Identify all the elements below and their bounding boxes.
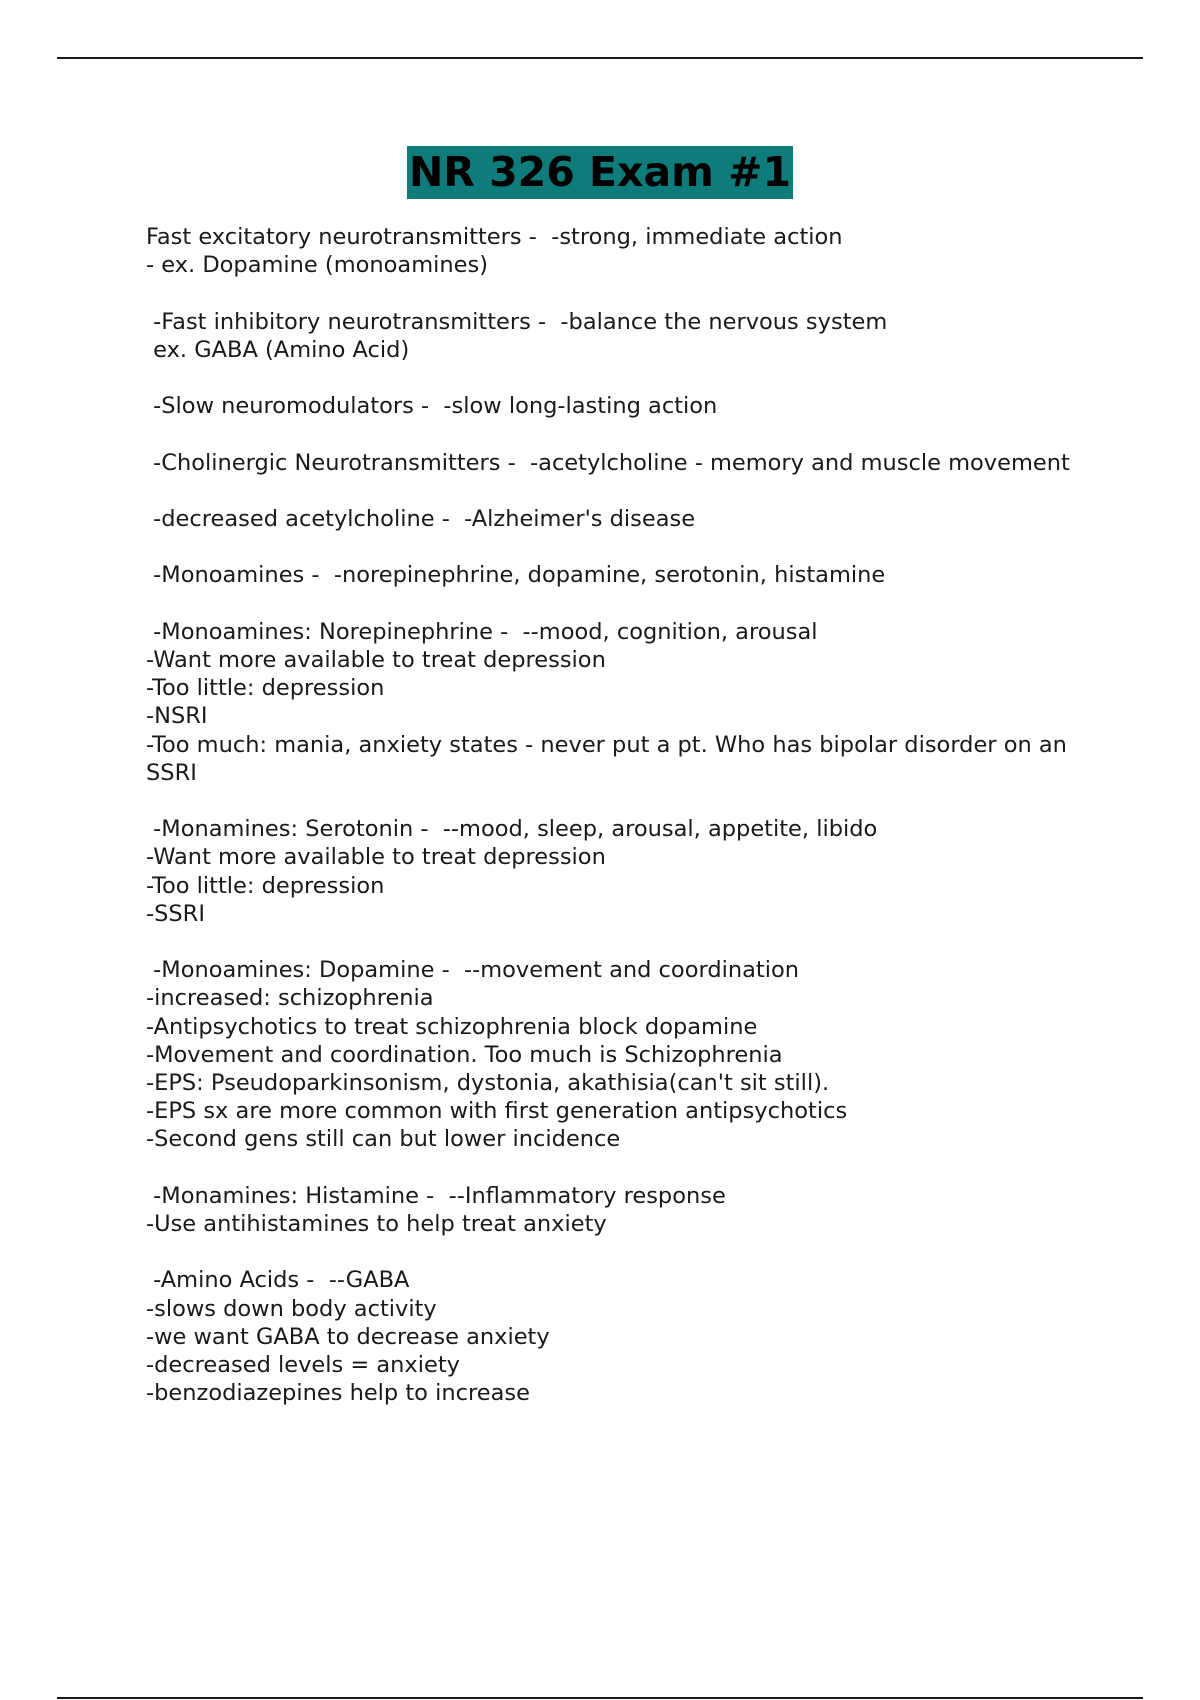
note-line: -Amino Acids - --GABA <box>146 1267 410 1294</box>
note-line: -Too little: depression <box>146 872 385 899</box>
note-entry <box>146 308 1106 364</box>
note-line: Fast excitatory neurotransmitters - -strong, immediate action <box>146 224 843 250</box>
note-entry <box>146 223 1106 279</box>
note-line: -slows down body activity <box>146 1295 437 1322</box>
title-block <box>0 146 1200 199</box>
note-entry <box>146 815 1106 928</box>
note-line: -Monoamines - -norepinephrine, dopamine, serotonin, histamine <box>146 562 886 589</box>
note-entry <box>146 449 1106 477</box>
note-line: -Want more available to treat depression <box>146 844 606 871</box>
note-line: -decreased acetylcholine - -Alzheimer's disease <box>146 505 696 532</box>
note-entry <box>146 1182 1106 1238</box>
note-line: -NSRI <box>146 703 208 730</box>
note-line: -EPS: Pseudoparkinsonism, dystonia, akathisia(can't sit still). <box>146 1069 830 1096</box>
notes-body <box>146 223 1106 1436</box>
note-line: -Slow neuromodulators - -slow long-lasting action <box>146 393 718 420</box>
note-line: ex. GABA (Amino Acid) <box>146 336 410 363</box>
document-title: NR 326 Exam #1 <box>407 146 793 199</box>
note-entry <box>146 392 1106 420</box>
note-line: -Second gens still can but lower incidence <box>146 1126 621 1153</box>
note-line: -Monamines: Serotonin - --mood, sleep, arousal, appetite, libido <box>146 816 878 843</box>
note-line: -Fast inhibitory neurotransmitters - -balance the nervous system <box>146 308 888 335</box>
note-line: -EPS sx are more common with first generation antipsychotics <box>146 1098 848 1125</box>
note-line: -Monamines: Histamine - --Inflammatory response <box>146 1182 726 1209</box>
note-line: -Antipsychotics to treat schizophrenia block dopamine <box>146 1013 758 1040</box>
top-rule <box>57 57 1143 59</box>
note-line: -we want GABA to decrease anxiety <box>146 1323 550 1350</box>
note-entry <box>146 505 1106 533</box>
note-line: -Too much: mania, anxiety states - never put a pt. Who has bipolar disorder on an SSRI <box>146 731 1075 786</box>
note-line: -Cholinergic Neurotransmitters - -acetylcholine - memory and muscle movement <box>146 449 1070 476</box>
note-line: -Too little: depression <box>146 675 385 702</box>
note-line: - ex. Dopamine (monoamines) <box>146 252 488 279</box>
note-line: -Movement and coordination. Too much is Schizophrenia <box>146 1041 783 1068</box>
note-line: -Use antihistamines to help treat anxiety <box>146 1210 607 1237</box>
note-line: -Monoamines: Norepinephrine - --mood, cognition, arousal <box>146 618 818 645</box>
bottom-rule <box>57 1697 1143 1699</box>
note-entry <box>146 956 1106 1153</box>
note-line: -Want more available to treat depression <box>146 646 606 673</box>
note-line: -increased: schizophrenia <box>146 985 434 1012</box>
note-line: -decreased levels = anxiety <box>146 1351 460 1378</box>
note-entry <box>146 1266 1106 1407</box>
note-entry <box>146 618 1106 787</box>
note-line: -Monoamines: Dopamine - --movement and coordination <box>146 957 799 984</box>
note-entry <box>146 561 1106 589</box>
note-line: -SSRI <box>146 900 205 927</box>
note-line: -benzodiazepines help to increase <box>146 1380 530 1407</box>
